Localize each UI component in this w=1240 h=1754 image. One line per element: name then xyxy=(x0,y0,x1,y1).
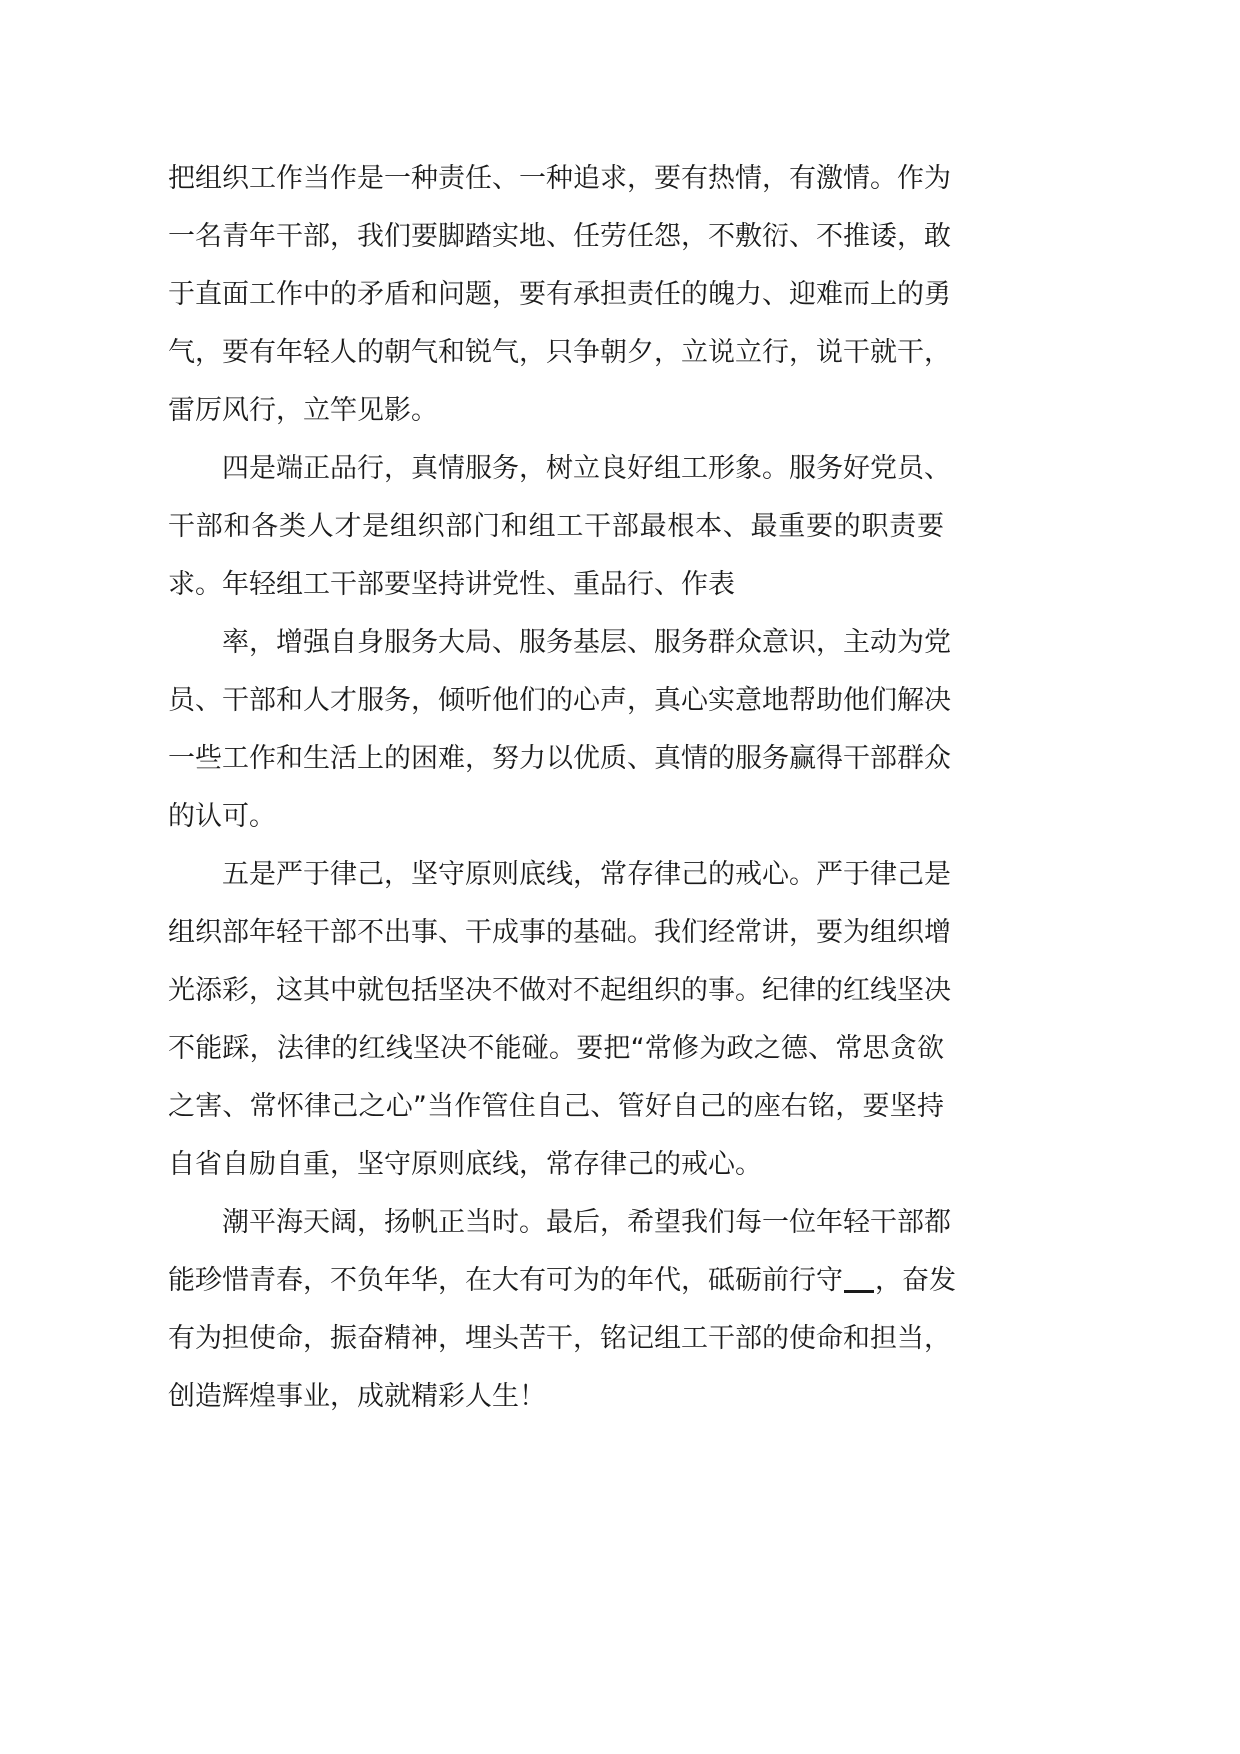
text-line: 气，要有年轻人的朝气和锐气，只争朝夕，立说立行，说干就干， xyxy=(168,337,951,368)
text-line: 把组织工作当作是一种责任、一种追求，要有热情，有激情。作为 xyxy=(168,163,951,194)
text-line: 的认可。 xyxy=(168,801,276,832)
text-line: 有为担使命，振奋精神，埋头苦干，铭记组工干部的使命和担当， xyxy=(168,1323,951,1354)
paragraph-4 xyxy=(168,846,951,1194)
text-line: 求。年轻组工干部要坚持讲党性、重品行、作表 xyxy=(168,569,735,600)
document-body xyxy=(168,150,956,1426)
fill-in-blank xyxy=(844,1290,874,1293)
text-line: 不能踩，法律的红线坚决不能碰。要把“常修为政之德、常思贪欲 xyxy=(168,1033,944,1064)
paragraph-3 xyxy=(168,614,951,846)
text-line: 雷厉风行，立竿见影。 xyxy=(168,395,438,426)
paragraph-2 xyxy=(168,440,951,614)
text-line: 自省自励自重，坚守原则底线，常存律己的戒心。 xyxy=(168,1149,762,1180)
text-line: 于直面工作中的矛盾和问题，要有承担责任的魄力、迎难而上的勇 xyxy=(168,279,951,310)
text-line: 干部和各类人才是组织部门和组工干部最根本、最重要的职责要 xyxy=(168,511,944,542)
text-line: 创造辉煌事业，成就精彩人生！ xyxy=(168,1381,546,1412)
text-line: 组织部年轻干部不出事、干成事的基础。我们经常讲，要为组织增 xyxy=(168,917,951,948)
paragraph-1 xyxy=(168,150,951,440)
text-line: 一名青年干部，我们要脚踏实地、任劳任怨，不敷衍、不推诿，敢 xyxy=(168,221,951,252)
text-line: 一些工作和生活上的困难，努力以优质、真情的服务赢得干部群众 xyxy=(168,743,951,774)
text-line: 光添彩，这其中就包括坚决不做对不起组织的事。纪律的红线坚决 xyxy=(168,975,951,1006)
text-line: 能珍惜青春，不负年华，在大有可为的年代，砥砺前行守 ，奋发 xyxy=(168,1265,956,1296)
text-line: 员、干部和人才服务，倾听他们的心声，真心实意地帮助他们解决 xyxy=(168,685,951,716)
text-line: 之害、常怀律己之心”当作管住自己、管好自己的座右铭，要坚持 xyxy=(168,1091,944,1122)
text-line: 潮平海天阔，扬帆正当时。最后，希望我们每一位年轻干部都 xyxy=(222,1207,951,1238)
paragraph-5 xyxy=(168,1194,956,1426)
text-line: 四是端正品行，真情服务，树立良好组工形象。服务好党员、 xyxy=(222,453,951,484)
text-line: 率，增强自身服务大局、服务基层、服务群众意识，主动为党 xyxy=(222,627,951,658)
text-line: 五是严于律己，坚守原则底线，常存律己的戒心。严于律己是 xyxy=(222,859,951,890)
